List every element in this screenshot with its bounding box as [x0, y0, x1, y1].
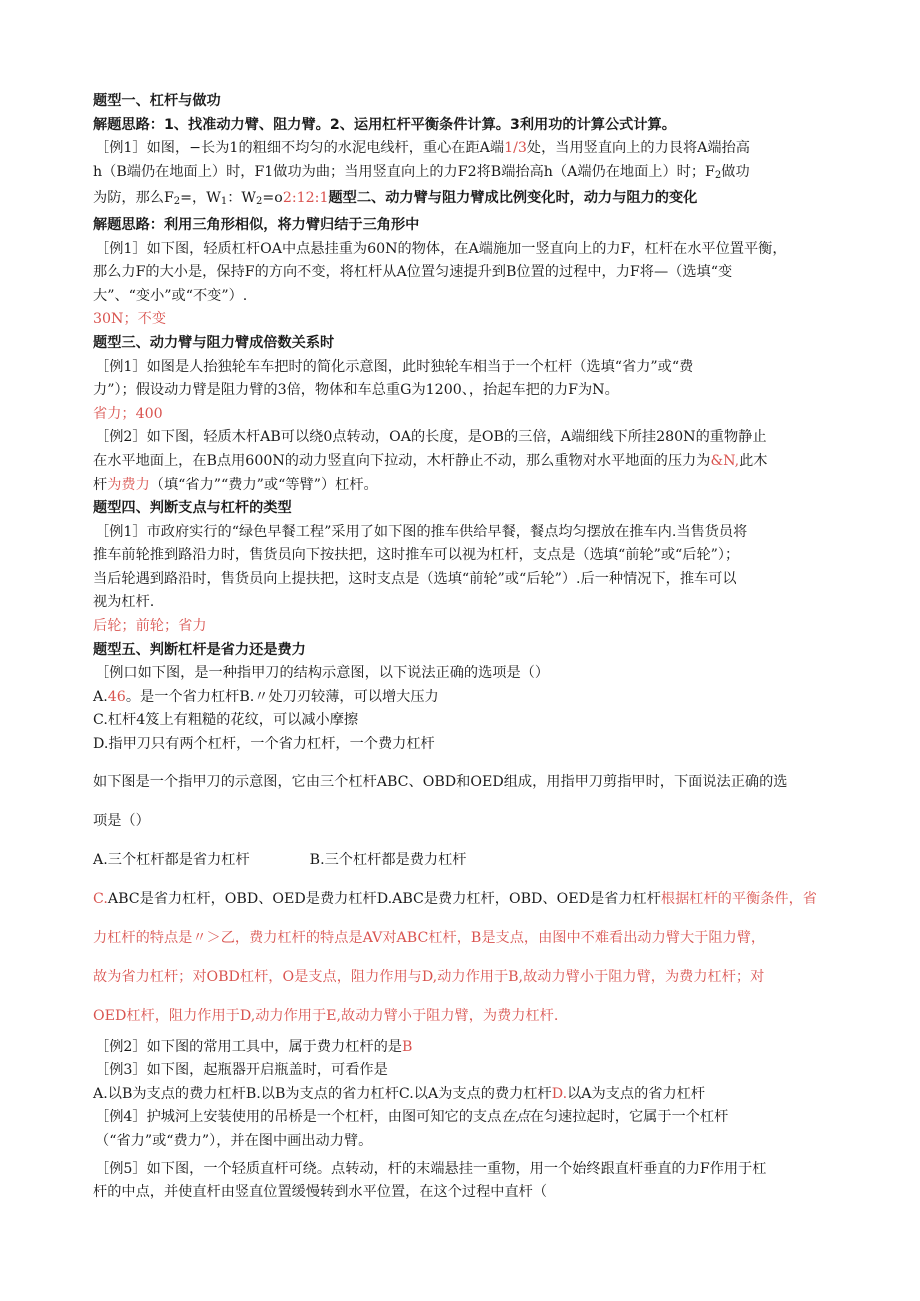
section-2-title: 题型二、动力臂与阻力臂成比例变化时，动力与阻力的变化: [328, 190, 698, 207]
section-1-title: 题型一、杠杆与做功: [93, 93, 221, 109]
s5-example-1-line-1: ［例口如下图，是一种指甲刀的结构示意图，以下说法正确的选项是（）: [95, 665, 550, 682]
s2-example-1-line-3: 大”、“变小”或“不变”）.: [93, 287, 248, 304]
s5-question-2-options-ab: A.三个杠杆都是省力杠杆 B.三个杠杆都是费力杠杆: [93, 851, 467, 868]
s4-example-1-line-3: 当后轮遇到路沿时，售货员向上提扶把，这时支点是（选填“前轮”或“后轮”）.后一种情况下，推车可以: [93, 570, 737, 587]
answer-text: &N,: [710, 452, 740, 469]
s5-option-d: D.指甲刀只有两个杠杆，一个省力杠杆，一个费力杠杆: [93, 736, 435, 753]
section-2-solution-idea: 解题思路：利用三角形相似，将力臂归结于三角形中: [93, 216, 420, 233]
s5-example-4-line-2: （“省力”或“费力”），并在图中画出动力臂。: [95, 1133, 373, 1149]
s4-example-1-line-4: 视为杠杆.: [93, 594, 155, 611]
s2-example-1-line-2: 那么力F的大小是，保持F的方向不变，将杠杆从A位置匀速提升到B位置的过程中，力F将—（选填“变: [93, 264, 733, 281]
document-body: [93, 90, 833, 1205]
s5-example-5-line-2: 杆的中点，并使直杆由竖直位置缓慢转到水平位置，在这个过程中直杆（: [93, 1184, 548, 1201]
s3-example-2-line-1: ［例2］如下图，轻质木杆AB可以绕0点转动，OA的长度，是OB的三倍，A端细线下所挂280N的重物静止: [95, 429, 767, 446]
explanation-text: 根据杠杆的平衡条件，省: [660, 890, 817, 907]
section-3-title: 题型三、动力臂与阻力臂成倍数关系时: [93, 334, 335, 351]
answer-text: 为费力: [107, 476, 150, 493]
s3-example-1-answer: 省力；400: [93, 405, 163, 422]
section-5-title: 题型五、判断杠杆是省力还是费力: [93, 641, 306, 658]
answer-text: B: [401, 1038, 413, 1055]
s5-question-2-options-cd: C.ABC是省力杠杆，OBD、OED是费力杠杆D.ABC是费力杠杆，OBD、OED是省力杠杆根据杠杆的平衡条件，省: [93, 890, 817, 907]
s4-example-1-line-2: 推车前轮推到路沿力时，售货员向下按扶把，这时推车可以视为杠杆，支点是（选填“前轮”或“后轮”）；: [93, 547, 740, 564]
s5-example-2: ［例2］如下图的常用工具中，属于费力杠杆的是B: [95, 1038, 413, 1055]
s5-option-c: C.杠杆4笈上有粗糙的花纹，可以减小摩擦: [93, 712, 359, 729]
answer-text: C.: [93, 890, 108, 907]
s4-answer: 后轮；前轮；省力: [93, 618, 207, 635]
s5-explanation-line-2: 力杠杆的特点是〃＞乙，费力杠杆的特点是AV对ABC杠杆，B是支点，由图中不难看出动力臂大于阻力臂，: [93, 929, 766, 946]
s2-answer: 30N；不变: [93, 311, 167, 328]
s5-example-5-line-1: ［例5］如下图，一个轻质直杆可绕。点转动，杆的末端悬挂一重物，用一个始终跟直杆垂直的力F作用于杠: [95, 1160, 767, 1177]
s3-example-1-line-1: ［例1］如图是人抬独轮车车把时的简化示意图，此时独轮车相当于一个杠杆（选填“省力”或“费: [95, 358, 694, 375]
answer-text: 1/3: [504, 140, 527, 157]
s5-explanation-line-4: OED杠杆，阻力作用于D,动力作用于E,故动力臂小于阻力臂，为费力杠杆.: [93, 1007, 559, 1024]
s5-example-3-line-1: ［例3］如下图，起瓶器开启瓶盖时，可看作是: [95, 1062, 388, 1079]
s3-example-2-line-2: 在水平地面上，在B点用600N的动力竖直向下拉动，木杆静止不动，那么重物对水平地面的压力为&N,此木: [93, 452, 768, 469]
s1-example-1-line-1: ［例1］如图，−长为1的粗细不均匀的水泥电线杆，重心在距A端1/3处，当用竖直向上的力艮将A端抬高: [95, 140, 750, 157]
s3-example-2-line-3: 杆为费力（填“省力”“费力”或“等臂”）杠杆。: [93, 476, 378, 493]
answer-text: D.: [551, 1085, 568, 1102]
s2-example-1-line-1: ［例1］如下图，轻质杠杆OA中点悬挂重为60N的物体，在A端施加一竖直向上的力F，杠杆在水平位置平衡，: [95, 240, 787, 257]
s5-option-a: A.46。是一个省力杠杆B.〃处刀刃较薄，可以增大压力: [93, 688, 439, 705]
s5-question-2-line-2: 项是（）: [93, 812, 150, 829]
s5-explanation-line-3: 故为省力杠杆；对OBD杠杆，O是支点，阻力作用与D,动力作用于B,故动力臂小于阻力臂，为费力杠杆；对: [93, 968, 765, 985]
s5-example-3-line-2: A.以B为支点的费力杠杆B.以B为支点的省力杠杆C.以A为支点的费力杠杆D.以A为支点的省力杠杆: [93, 1085, 706, 1102]
answer-text: 46: [107, 688, 126, 705]
section-1-solution-idea: 解题思路：1、找准动力臂、阻力臂。2、运用杠杆平衡条件计算。3利用功的计算公式计算。: [93, 116, 676, 133]
section-4-title: 题型四、判断支点与杠杆的类型: [93, 500, 292, 517]
s4-example-1-line-1: ［例1］市政府实行的“绿色早餐工程”采用了如下图的推车供给早餐，餐点均匀摆放在推车内.当售货员将: [95, 523, 748, 540]
s1-example-1-line-3: 为防，那么$F_2=$，$W_1$：$W_2=o2:12:1$题型二、动力臂与阻力臂成比例变化时，动力与阻力的变化: [93, 190, 698, 208]
s5-question-2-line-1: 如下图是一个指甲刀的示意图，它由三个杠杆ABC、OBD和OED组成，用指甲刀剪指甲时，下面说法正确的选: [93, 773, 788, 790]
s3-example-1-line-2: 力”）；假设动力臂是阻力臂的3倍，物体和车总重G为1200、，抬起车把的力F为N。: [93, 382, 619, 399]
s5-example-4-line-1: ［例4］护城河上安装使用的吊桥是一个杠杆，由图可知它的支点在点在匀速拉起时，它属于一个杠杆: [95, 1109, 729, 1126]
s1-example-1-line-2: h（B端仍在地面上）时，F1做功为曲；当用竖直向上的力F2将B端抬高h（A端仍在地面上）时；$F_2$做功: [93, 163, 750, 181]
answer-text: 2:12:1: [282, 190, 329, 207]
